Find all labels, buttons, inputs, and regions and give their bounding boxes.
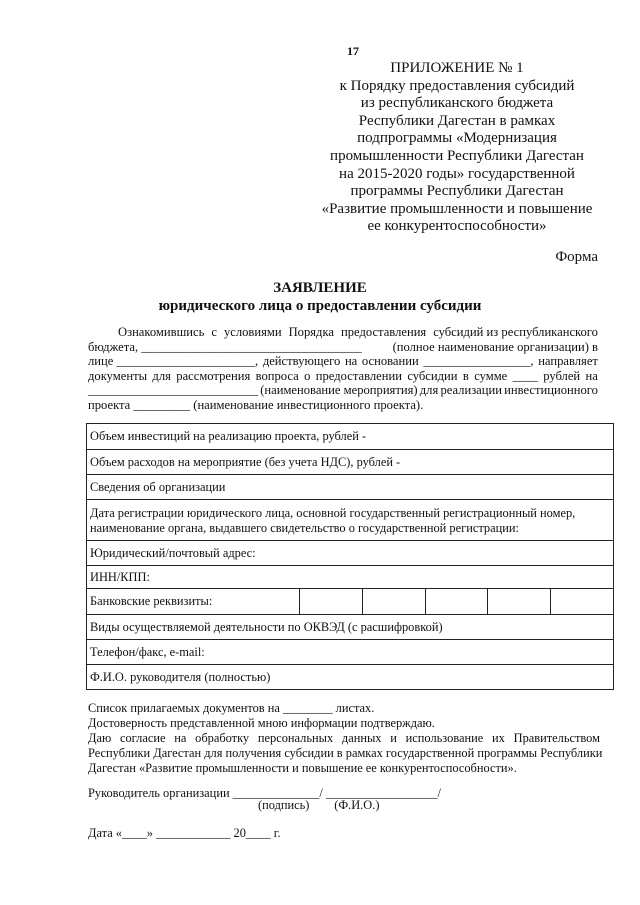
row-label: Сведения об организации [90,479,226,494]
consent-word: Даю [88,731,112,745]
row-label: Юридический/почтовый адрес: [90,545,256,560]
date-line: Дата «____» ____________ 20____ г. [88,826,281,840]
intro-word: на [344,354,358,369]
intro-word: на [585,368,598,383]
consent-word: их [492,731,505,745]
row-label: Телефон/факс, e-mail: [90,644,205,659]
intro-word: ____ [512,368,538,383]
bank-cell [550,589,613,614]
intro-word: _________________, [423,354,534,369]
table-row [87,640,613,665]
row-label: Объем инвестиций на реализацию проекта, рублей - [90,429,367,443]
intro-word: Порядка [288,325,334,339]
intro-word: реализации [440,383,502,398]
consent-word: Правительством [513,731,600,745]
consent-word: согласие [119,731,166,745]
bank-cell [362,589,425,614]
intro-word: для [419,383,439,398]
intro-word: лице ______________________, [88,354,259,369]
appendix-line: программы Республики Дагестан [350,183,564,200]
table-row [87,615,613,640]
appendix-line: ее конкурентоспособности» [367,218,547,235]
intro-paragraph [88,325,598,413]
intro-word: субсидии [407,368,458,383]
appendix-line: ПРИЛОЖЕНИЕ № 1 [390,60,524,76]
table-row [87,424,613,450]
intro-word: ___________________________ [88,383,259,398]
table-row [87,450,613,475]
row-label: Банковские реквизиты: [90,594,213,608]
table-row [87,500,613,541]
intro-word: (наименование мероприятия) [260,383,418,398]
appendix-line: на 2015-2020 годы» государственной [339,165,575,182]
bank-cell [487,589,550,614]
bank-cell [425,589,488,614]
bank-details-cells [299,589,613,614]
appendix-line: из республиканского бюджета [360,95,554,112]
consent-line-3: Дагестан «Развитие промышленности и повышение ее конкурентоспособности». [88,761,517,775]
table-row [87,665,613,690]
row-label: Дата регистрации юридического лица, основной государственный регистрационный номер, наименование органа, выдавшего свидетельство о государственной регистрации: [90,506,576,535]
table-row-bank [87,589,613,615]
appendix-line: к Порядку предоставления субсидий [339,77,575,94]
bank-cell [299,589,362,614]
intro-line-3 [88,354,598,369]
row-label: Виды осуществляемой деятельности по ОКВЭД (с расшифровкой) [90,619,443,634]
intro-word: Ознакомившись [118,325,205,339]
appendix-line: промышленности Республики Дагестан [330,147,584,164]
intro-word: в [462,368,469,383]
confirmation-line: Достоверность представленной мною информации подтверждаю. [88,716,435,730]
consent-word: на [174,731,187,745]
consent-word: данных [341,731,382,745]
page-number: 17 [347,44,359,58]
intro-word: бюджета, ___________________________________ [88,339,362,354]
intro-word: инвестиционного [504,383,598,398]
intro-word: (полное наименование организации) в [392,339,598,354]
row-label: Объем расходов на мероприятие (без учета НДС), рублей - [90,454,401,469]
intro-word: вопроса [255,368,299,383]
appendix-line: Республики Дагестан в рамках [358,112,556,129]
intro-word: с [211,325,217,339]
intro-line-6: проекта _________ (наименование инвестиционного проекта). [88,397,424,412]
intro-word: субсидий из республиканского [433,325,598,339]
table-row [87,566,613,589]
intro-word: предоставлении [315,368,402,383]
table-row [87,541,613,566]
footer-text [88,701,603,776]
intro-line-5 [88,383,598,398]
intro-word: сумме [474,368,508,383]
form-label: Форма [555,249,598,265]
consent-word: использование [405,731,484,745]
intro-word: рублей [543,368,581,383]
intro-word: условиями [223,325,282,339]
row-label: Ф.И.О. руководителя (полностью) [90,669,271,684]
attachments-line: Список прилагаемых документов на ________ листах. [88,701,375,715]
intro-line-4 [88,369,598,384]
signature-caption: (подпись) (Ф.И.О.) [258,798,380,812]
intro-word: для [152,368,171,383]
intro-word: действующего [262,354,341,369]
consent-line [88,731,600,746]
document-title [0,279,640,315]
intro-line-2 [88,340,598,355]
signature-line: Руководитель организации ______________/ __________________/ [88,786,441,800]
consent-word: обработку [195,731,250,745]
table-row [87,475,613,500]
title-main: ЗАЯВЛЕНИЕ [273,280,367,296]
consent-word: персональных [257,731,334,745]
consent-line-2: Республики Дагестан для получения субсидии в рамках государственной программы Республики [88,746,603,760]
intro-word: направляет [538,354,598,369]
title-sub: юридического лица о предоставлении субсидии [158,298,482,314]
intro-line-1 [88,325,598,340]
appendix-line: «Развитие промышленности и повышение [321,200,593,217]
row-label: ИНН/КПП: [90,569,150,584]
appendix-line: подпрограммы «Модернизация [357,130,557,147]
intro-word: документы [88,368,148,383]
appendix-header [300,60,614,236]
application-form-table [86,423,614,690]
consent-word: и [390,731,397,745]
intro-word: рассмотрения [176,368,251,383]
intro-word: предоставления [340,325,427,339]
intro-word: основании [361,354,419,369]
intro-word: о [304,368,311,383]
